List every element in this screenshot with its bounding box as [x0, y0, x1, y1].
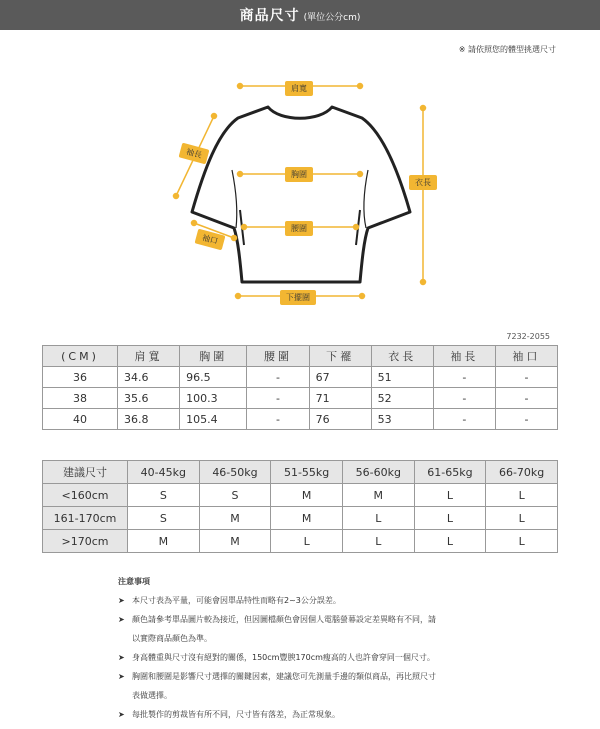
note-item	[118, 648, 518, 667]
notes-section	[118, 572, 518, 724]
size-cell: 38	[43, 388, 118, 409]
model-number: 7232-2055	[506, 332, 550, 341]
table-cell: S	[128, 507, 200, 530]
table-cell: L	[342, 530, 414, 553]
col-header: 袖長	[433, 346, 495, 367]
height-cell: 161-170cm	[43, 507, 128, 530]
size-table-header	[43, 346, 558, 367]
table-cell: 51	[371, 367, 433, 388]
recommended-size-table	[42, 460, 558, 553]
table-cell: 34.6	[118, 367, 180, 388]
col-header: 66-70kg	[486, 461, 558, 484]
table-cell: -	[247, 388, 309, 409]
table-cell: -	[247, 367, 309, 388]
col-header: 建議尺寸	[43, 461, 128, 484]
note-line: 表做選擇。	[132, 691, 172, 700]
page-title: 商品尺寸	[239, 8, 300, 24]
note-line: 本尺寸表為平量，可能會因單品特性而略有2~3公分誤差。	[132, 596, 341, 605]
table-cell: L	[414, 530, 486, 553]
height-cell: >170cm	[43, 530, 128, 553]
shirt-outline	[192, 107, 410, 282]
arrow-icon: ➤	[118, 672, 125, 681]
table-cell: -	[495, 388, 557, 409]
arrow-icon: ➤	[118, 710, 125, 719]
col-header: 51-55kg	[271, 461, 343, 484]
col-header: 40-45kg	[128, 461, 200, 484]
arrow-icon: ➤	[118, 596, 125, 605]
page-header	[0, 0, 600, 30]
table-cell: L	[486, 530, 558, 553]
table-cell: 105.4	[180, 409, 247, 430]
table-cell: M	[342, 484, 414, 507]
note-item	[118, 591, 518, 610]
table-row	[43, 367, 558, 388]
table-row	[43, 507, 558, 530]
table-cell: 36.8	[118, 409, 180, 430]
page-subtitle: (單位公分cm)	[303, 13, 361, 23]
note-item	[118, 667, 518, 705]
rec-table-header	[43, 461, 558, 484]
col-header: 胸圍	[180, 346, 247, 367]
col-header: (CM)	[43, 346, 118, 367]
table-cell: L	[271, 530, 343, 553]
height-cell: <160cm	[43, 484, 128, 507]
table-row	[43, 530, 558, 553]
table-row	[43, 388, 558, 409]
label-cuff: 袖口	[195, 229, 226, 251]
table-cell: -	[495, 367, 557, 388]
table-cell: L	[414, 484, 486, 507]
table-cell: -	[495, 409, 557, 430]
table-cell: 67	[309, 367, 371, 388]
table-cell: 71	[309, 388, 371, 409]
table-cell: 53	[371, 409, 433, 430]
label-shoulder: 肩寬	[285, 81, 313, 96]
table-cell: S	[128, 484, 200, 507]
table-row	[43, 484, 558, 507]
note-item	[118, 610, 518, 648]
table-cell: 76	[309, 409, 371, 430]
table-cell: L	[342, 507, 414, 530]
col-header: 下襬	[309, 346, 371, 367]
note-item	[118, 705, 518, 724]
col-header: 腰圍	[247, 346, 309, 367]
table-cell: -	[433, 388, 495, 409]
col-header: 衣長	[371, 346, 433, 367]
table-cell: M	[271, 507, 343, 530]
col-header: 肩寬	[118, 346, 180, 367]
table-cell: M	[128, 530, 200, 553]
table-cell: M	[271, 484, 343, 507]
size-selection-note: ※ 請依照您的體型挑選尺寸	[458, 45, 556, 54]
label-chest: 胸圍	[285, 167, 313, 182]
col-header: 袖口	[495, 346, 557, 367]
garment-diagram	[0, 60, 600, 320]
table-cell: -	[247, 409, 309, 430]
table-cell: -	[433, 409, 495, 430]
table-cell: L	[486, 484, 558, 507]
table-cell: L	[414, 507, 486, 530]
arrow-icon: ➤	[118, 653, 125, 662]
table-cell: 100.3	[180, 388, 247, 409]
size-table	[42, 345, 558, 430]
table-cell: 96.5	[180, 367, 247, 388]
label-length: 衣長	[409, 175, 437, 190]
size-cell: 36	[43, 367, 118, 388]
label-hem: 下擺圍	[280, 290, 316, 305]
col-header: 61-65kg	[414, 461, 486, 484]
table-row	[43, 409, 558, 430]
table-cell: M	[199, 530, 271, 553]
table-cell: M	[199, 507, 271, 530]
size-cell: 40	[43, 409, 118, 430]
table-cell: S	[199, 484, 271, 507]
col-header: 46-50kg	[199, 461, 271, 484]
notes-title: 注意事項	[118, 577, 150, 586]
note-line: 每批製作的剪裁皆有所不同，尺寸皆有落差，為正常現象。	[132, 710, 340, 719]
note-line: 身高體重與尺寸沒有絕對的關係，150cm豐腴170cm瘦高的人也許會穿同一個尺寸。	[132, 653, 435, 662]
arrow-icon: ➤	[118, 615, 125, 624]
table-cell: 35.6	[118, 388, 180, 409]
label-sleeve-length: 袖長	[179, 143, 210, 165]
table-cell: L	[486, 507, 558, 530]
note-line: 顏色請參考單品圖片較為接近，但因圖檔顏色會因個人電腦螢幕設定差異略有不同，請	[132, 615, 436, 624]
label-waist: 腰圍	[285, 221, 313, 236]
col-header: 56-60kg	[342, 461, 414, 484]
table-cell: -	[433, 367, 495, 388]
table-cell: 52	[371, 388, 433, 409]
note-line: 胸圍和腰圍是影響尺寸選擇的關鍵因素，建議您可先測量手邊的類似商品，再比照尺寸	[132, 672, 436, 681]
note-line: 以實際商品顏色為準。	[132, 634, 212, 643]
